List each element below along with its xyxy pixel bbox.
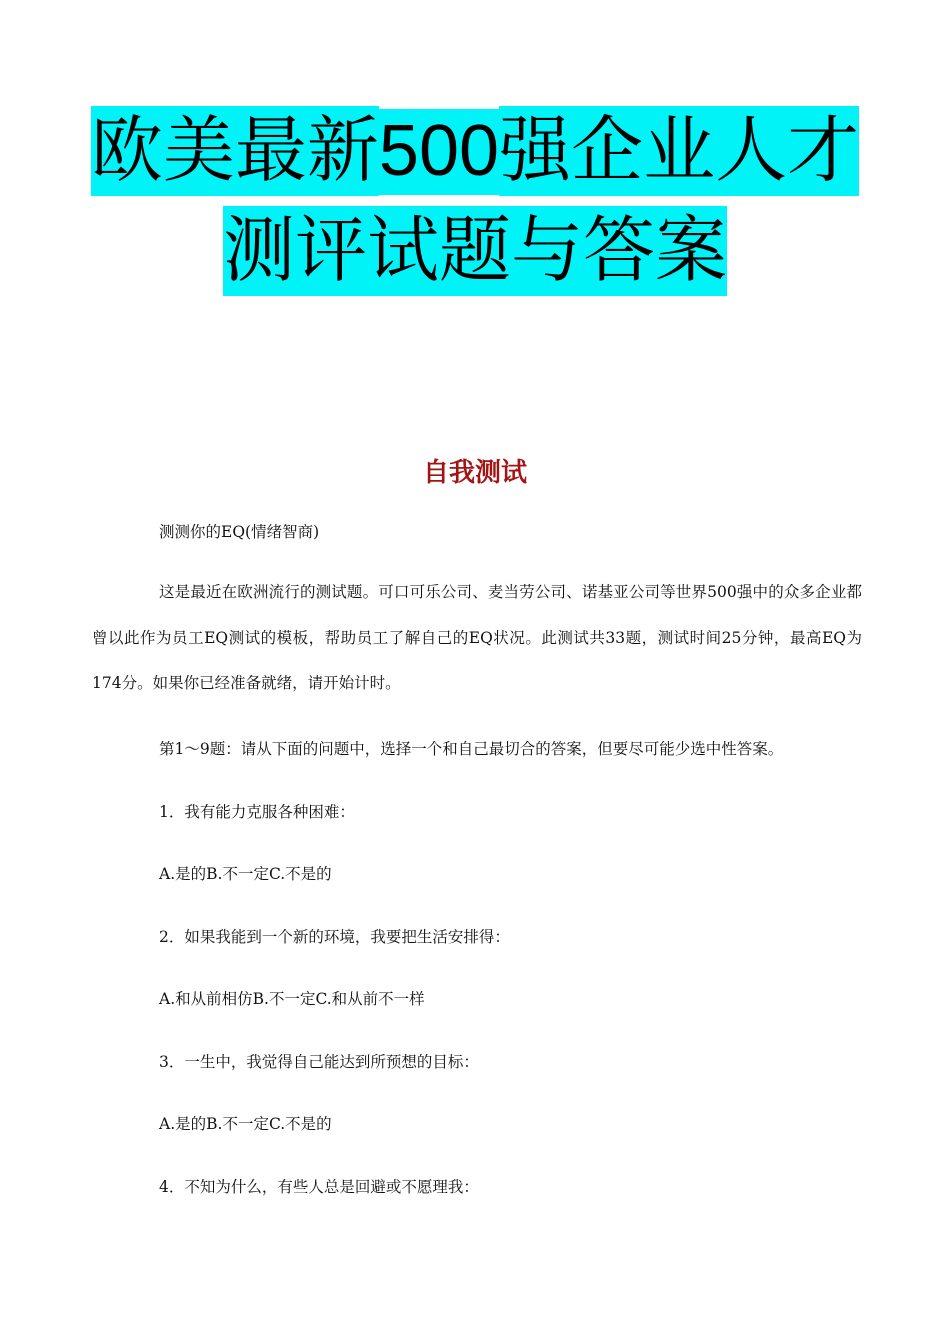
instruction: 第1～9题：请从下面的问题中，选择一个和自己最切合的答案，但要尽可能少选中性答案。: [159, 740, 784, 758]
title-text-2: 测评试题与答案: [223, 206, 727, 296]
document-title-line-1: [0, 108, 950, 192]
question-1: 1．我有能力克服各种困难：: [159, 803, 355, 821]
question-2-options: A.和从前相仿B.不一定C.和从前不一样: [159, 990, 425, 1008]
document-title-line-2: [0, 208, 950, 292]
subtitle: 测测你的EQ(情绪智商): [159, 523, 320, 541]
question-2: 2．如果我能到一个新的环境，我要把生活安排得：: [159, 928, 510, 946]
section-heading: 自我测试: [422, 458, 527, 488]
question-3-options: A.是的B.不一定C.不是的: [159, 1115, 332, 1133]
question-4: 4．不知为什么，有些人总是回避或不愿理我：: [159, 1178, 479, 1196]
intro-paragraph: 这是最近在欧洲流行的测试题。可口可乐公司、麦当劳公司、诺基亚公司等世界500强中的众多企业都曾以此作为员工EQ测试的模板，帮助员工了解自己的EQ状况。此测试共33题，测试时间25分钟，最高EQ为174分。如果你已经准备就绪，请开始计时。: [92, 583, 862, 692]
title-text-1a: 欧美最新: [91, 106, 379, 196]
title-text-1b: 强企业人才: [499, 106, 859, 196]
question-1-options: A.是的B.不一定C.不是的: [159, 865, 332, 883]
question-3: 3．一生中，我觉得自己能达到所预想的目标：: [159, 1053, 479, 1071]
title-number: 500: [379, 109, 499, 195]
